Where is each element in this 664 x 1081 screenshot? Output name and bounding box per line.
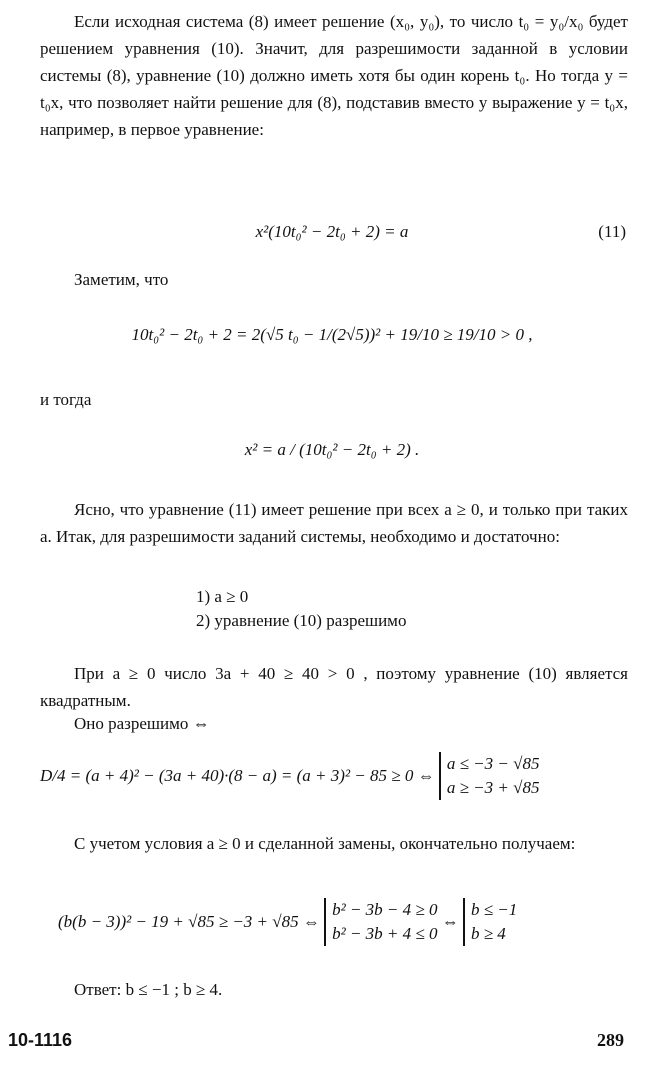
solvable-label: Оно разрешимо ⇔ — [74, 714, 210, 733]
final-case-2: b² − 3b + 4 ≤ 0 — [332, 924, 438, 943]
inequality: 10t₀² − 2t₀ + 2 = 2(√5 t₀ − 1/(2√5))² + 19/10 ≥ 19/10 > 0 , — [131, 325, 533, 344]
equivalence-sign: ⇔ — [441, 912, 459, 931]
note-label: Заметим, что — [74, 270, 169, 289]
equation-11-body: x²(10t₀² − 2t₀ + 2) = a — [255, 222, 409, 241]
then-label: и тогда — [40, 390, 92, 409]
answer: Ответ: b ≤ −1 ; b ≥ 4. — [74, 980, 223, 999]
answer-case-2: b ≥ 4 — [470, 924, 506, 943]
disc-case-1: a ≤ −3 − √85 — [446, 754, 540, 773]
page-number: 289 — [597, 1030, 624, 1050]
condition-1: 1) a ≥ 0 — [196, 587, 249, 606]
final-line — [58, 898, 517, 946]
discriminant-cases — [439, 752, 540, 800]
paragraph-1: Если исходная система (8) имеет решение (x₀, y₀), то число t₀ = y₀/x₀ будет решением уравнения (10). Значит, для разрешимости заданной в условии системы (8), уравнение (10) должно иметь хотя бы один корень t₀. Но тогда y = t₀x, что позволяет найти решение для (8), подставив вместо y выражение y = t₀x, например, в первое уравнение: — [40, 12, 628, 139]
answer-case-1: b ≤ −1 — [470, 900, 518, 919]
equation-11-label: (11) — [598, 222, 626, 241]
final-case-1: b² − 3b − 4 ≥ 0 — [332, 900, 438, 919]
discriminant-line — [40, 752, 630, 800]
final-cases — [324, 898, 437, 946]
discriminant: D/4 = (a + 4)² − (3a + 40)·(8 − a) = (a + 3)² − 85 ≥ 0 ⇔ — [40, 766, 435, 785]
final-equation: (b(b − 3))² − 19 + √85 ≥ −3 + √85 ⇔ — [58, 912, 320, 931]
condition-2: 2) уравнение (10) разрешимо — [196, 611, 407, 630]
disc-case-2: a ≥ −3 + √85 — [446, 778, 540, 797]
conditions-system — [190, 585, 406, 633]
paragraph-4: С учетом условия a ≥ 0 и сделанной замены, окончательно получаем: — [74, 834, 576, 853]
paragraph-3: При a ≥ 0 число 3a + 40 ≥ 40 > 0 , поэтому уравнение (10) является квадратным. — [40, 664, 628, 710]
answer-cases — [463, 898, 517, 946]
conditions-list — [190, 585, 406, 633]
equation-11 — [0, 222, 664, 242]
footer-signature: 10-1116 — [8, 1030, 73, 1050]
paragraph-2: Ясно, что уравнение (11) имеет решение при всех a ≥ 0, и только при таких a. Итак, для разрешимости заданий системы, необходимо и достаточно: — [40, 500, 628, 546]
x-squared-formula: x² = a / (10t₀² − 2t₀ + 2) . — [244, 440, 420, 459]
